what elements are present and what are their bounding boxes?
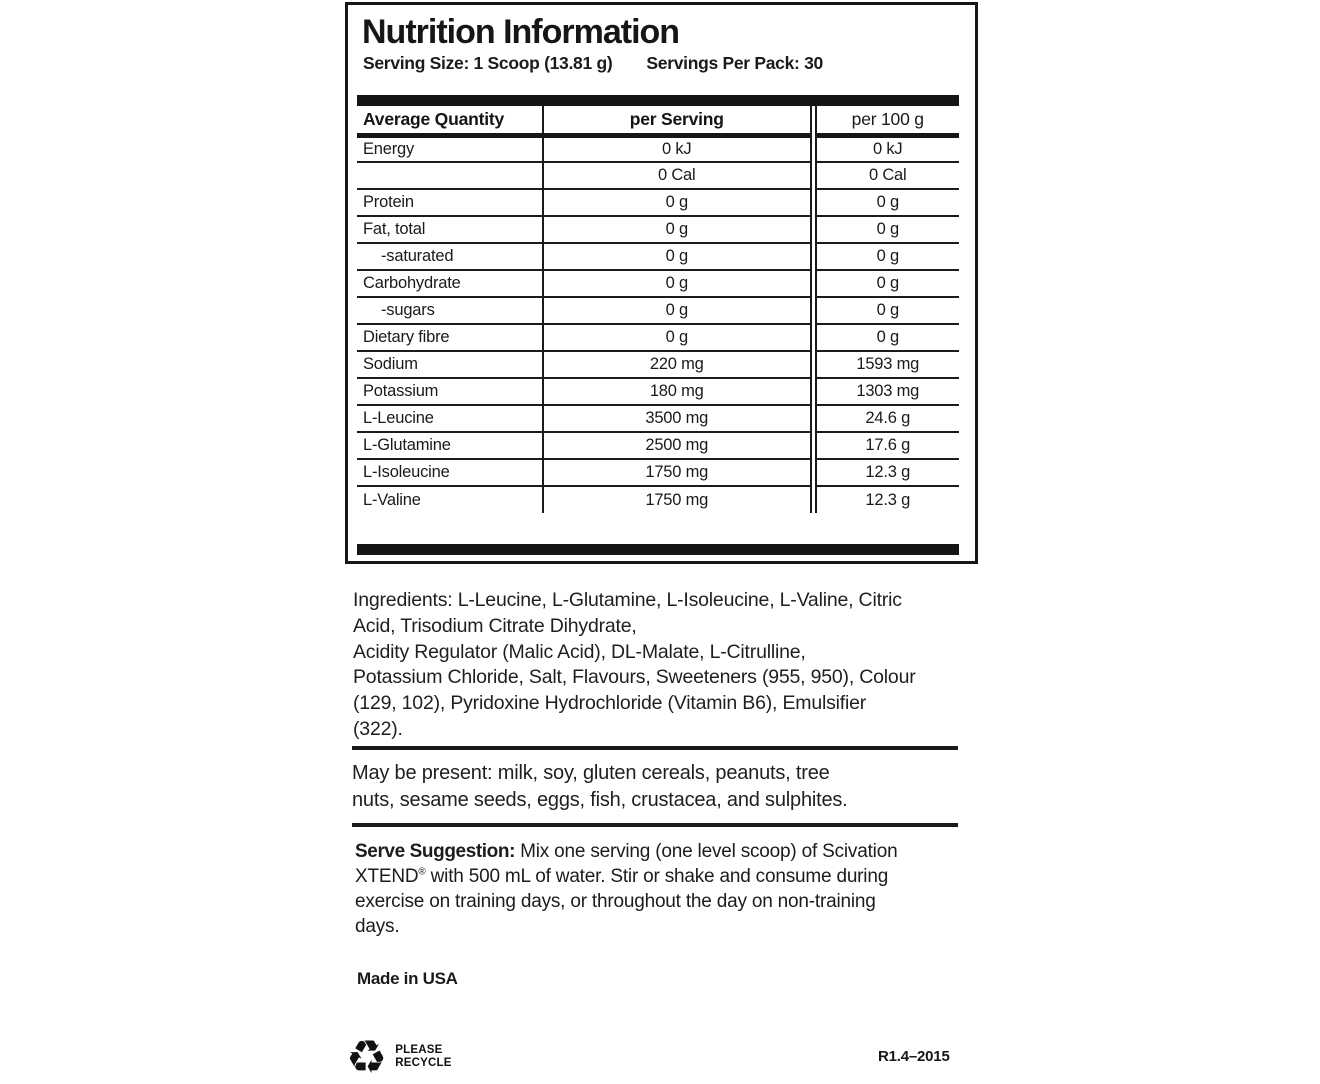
table-row-potassium — [357, 378, 959, 405]
per-serving-value: 0 g — [543, 270, 813, 297]
row-label — [357, 162, 543, 189]
col-header-per-100g: per 100 g — [813, 106, 959, 135]
recycle-icon: ♻ — [346, 1030, 388, 1084]
divider-rule-1 — [352, 746, 958, 750]
per-serving-value: 1750 mg — [543, 486, 813, 513]
panel-title: Nutrition Information — [362, 13, 680, 51]
per-100g-value: 0 g — [813, 324, 959, 351]
col-header-per-serving: per Serving — [543, 106, 813, 135]
row-label: L-Valine — [357, 486, 543, 513]
per-100g-value: 0 Cal — [813, 162, 959, 189]
per-serving-value: 220 mg — [543, 351, 813, 378]
per-100g-value: 1593 mg — [813, 351, 959, 378]
table-row-energy-cal — [357, 162, 959, 189]
row-label: L-Glutamine — [357, 432, 543, 459]
table-row-sodium — [357, 351, 959, 378]
per-serving-value: 0 g — [543, 243, 813, 270]
serve-suggestion-text-1: Mix one serving (one level scoop) of Scivation XTEND — [355, 841, 898, 887]
per-serving-value: 0 g — [543, 189, 813, 216]
registered-trademark-mark: ® — [418, 866, 426, 878]
table-row-fat-total — [357, 216, 959, 243]
made-in-usa-text: Made in USA — [357, 969, 458, 988]
per-serving-value: 1750 mg — [543, 459, 813, 486]
per-100g-value: 12.3 g — [813, 486, 959, 513]
table-row-saturated — [357, 243, 959, 270]
row-label: L-Leucine — [357, 405, 543, 432]
per-serving-value: 3500 mg — [543, 405, 813, 432]
table-row-protein — [357, 189, 959, 216]
row-label: Sodium — [357, 351, 543, 378]
row-label: -sugars — [357, 297, 543, 324]
table-bottom-bar — [357, 544, 959, 555]
per-100g-value: 17.6 g — [813, 432, 959, 459]
serve-suggestion-paragraph — [355, 839, 900, 939]
recycle-label-line2: RECYCLE — [395, 1057, 452, 1069]
ingredients-paragraph: Ingredients: L-Leucine, L-Glutamine, L-Isoleucine, L-Valine, Citric Acid, Trisodium Citrate Dihydrate, Acidity Regulator (Malic Acid), DL-Malate, L-Citrulline, Potassium Chloride, Salt, Flavours, Sweeteners (955, 950), Colour (129, 102), Pyridoxine Hydrochloride (Vitamin B6), Emulsifier (322). — [353, 589, 916, 740]
row-label: L-Isoleucine — [357, 459, 543, 486]
per-100g-value: 24.6 g — [813, 405, 959, 432]
recycle-block — [346, 1030, 452, 1084]
per-100g-value: 0 g — [813, 270, 959, 297]
serving-info — [363, 53, 823, 74]
per-serving-value: 0 g — [543, 324, 813, 351]
per-serving-value: 0 Cal — [543, 162, 813, 189]
nutrition-panel — [345, 2, 978, 564]
divider-rule-2 — [352, 823, 958, 827]
recycle-label — [395, 1044, 451, 1070]
per-serving-value: 180 mg — [543, 378, 813, 405]
per-100g-value: 0 kJ — [813, 135, 959, 162]
serve-suggestion-text-2: with 500 mL of water. Stir or shake and consume during exercise on training days, or throughout the day on non-training days. — [355, 866, 889, 937]
table-row-carbohydrate — [357, 270, 959, 297]
table-top-bar — [357, 95, 959, 106]
recycle-label-line1: PLEASE — [395, 1044, 443, 1056]
row-label: Protein — [357, 189, 543, 216]
per-serving-value: 0 g — [543, 216, 813, 243]
per-serving-value: 0 kJ — [543, 135, 813, 162]
per-100g-value: 12.3 g — [813, 459, 959, 486]
table-row-l-glutamine — [357, 432, 959, 459]
table-row-sugars — [357, 297, 959, 324]
table-row-energy-kj — [357, 135, 959, 162]
allergen-paragraph: May be present: milk, soy, gluten cereals, peanuts, tree nuts, sesame seeds, eggs, fish, crustacea, and sulphites. — [352, 762, 848, 811]
table-row-dietary-fibre — [357, 324, 959, 351]
per-100g-value: 0 g — [813, 189, 959, 216]
table-row-l-leucine — [357, 405, 959, 432]
serve-suggestion-label: Serve Suggestion: — [355, 841, 516, 862]
row-label: Dietary fibre — [357, 324, 543, 351]
revision-code: R1.4–2015 — [878, 1048, 950, 1065]
row-label: -saturated — [357, 243, 543, 270]
table-row-l-isoleucine — [357, 459, 959, 486]
table-row-l-valine — [357, 486, 959, 513]
row-label: Energy — [363, 139, 415, 158]
row-label: Fat, total — [357, 216, 543, 243]
row-label: Carbohydrate — [357, 270, 543, 297]
col-header-average-quantity: Average Quantity — [357, 106, 543, 135]
nutrition-table — [357, 106, 959, 513]
per-100g-value: 0 g — [813, 216, 959, 243]
row-label: Potassium — [357, 378, 543, 405]
servings-per-pack: Servings Per Pack: 30 — [646, 53, 823, 73]
per-serving-value: 2500 mg — [543, 432, 813, 459]
table-header-row — [357, 106, 959, 135]
per-100g-value: 0 g — [813, 243, 959, 270]
serving-size: Serving Size: 1 Scoop (13.81 g) — [363, 53, 613, 73]
per-100g-value: 0 g — [813, 297, 959, 324]
per-serving-value: 0 g — [543, 297, 813, 324]
per-100g-value: 1303 mg — [813, 378, 959, 405]
